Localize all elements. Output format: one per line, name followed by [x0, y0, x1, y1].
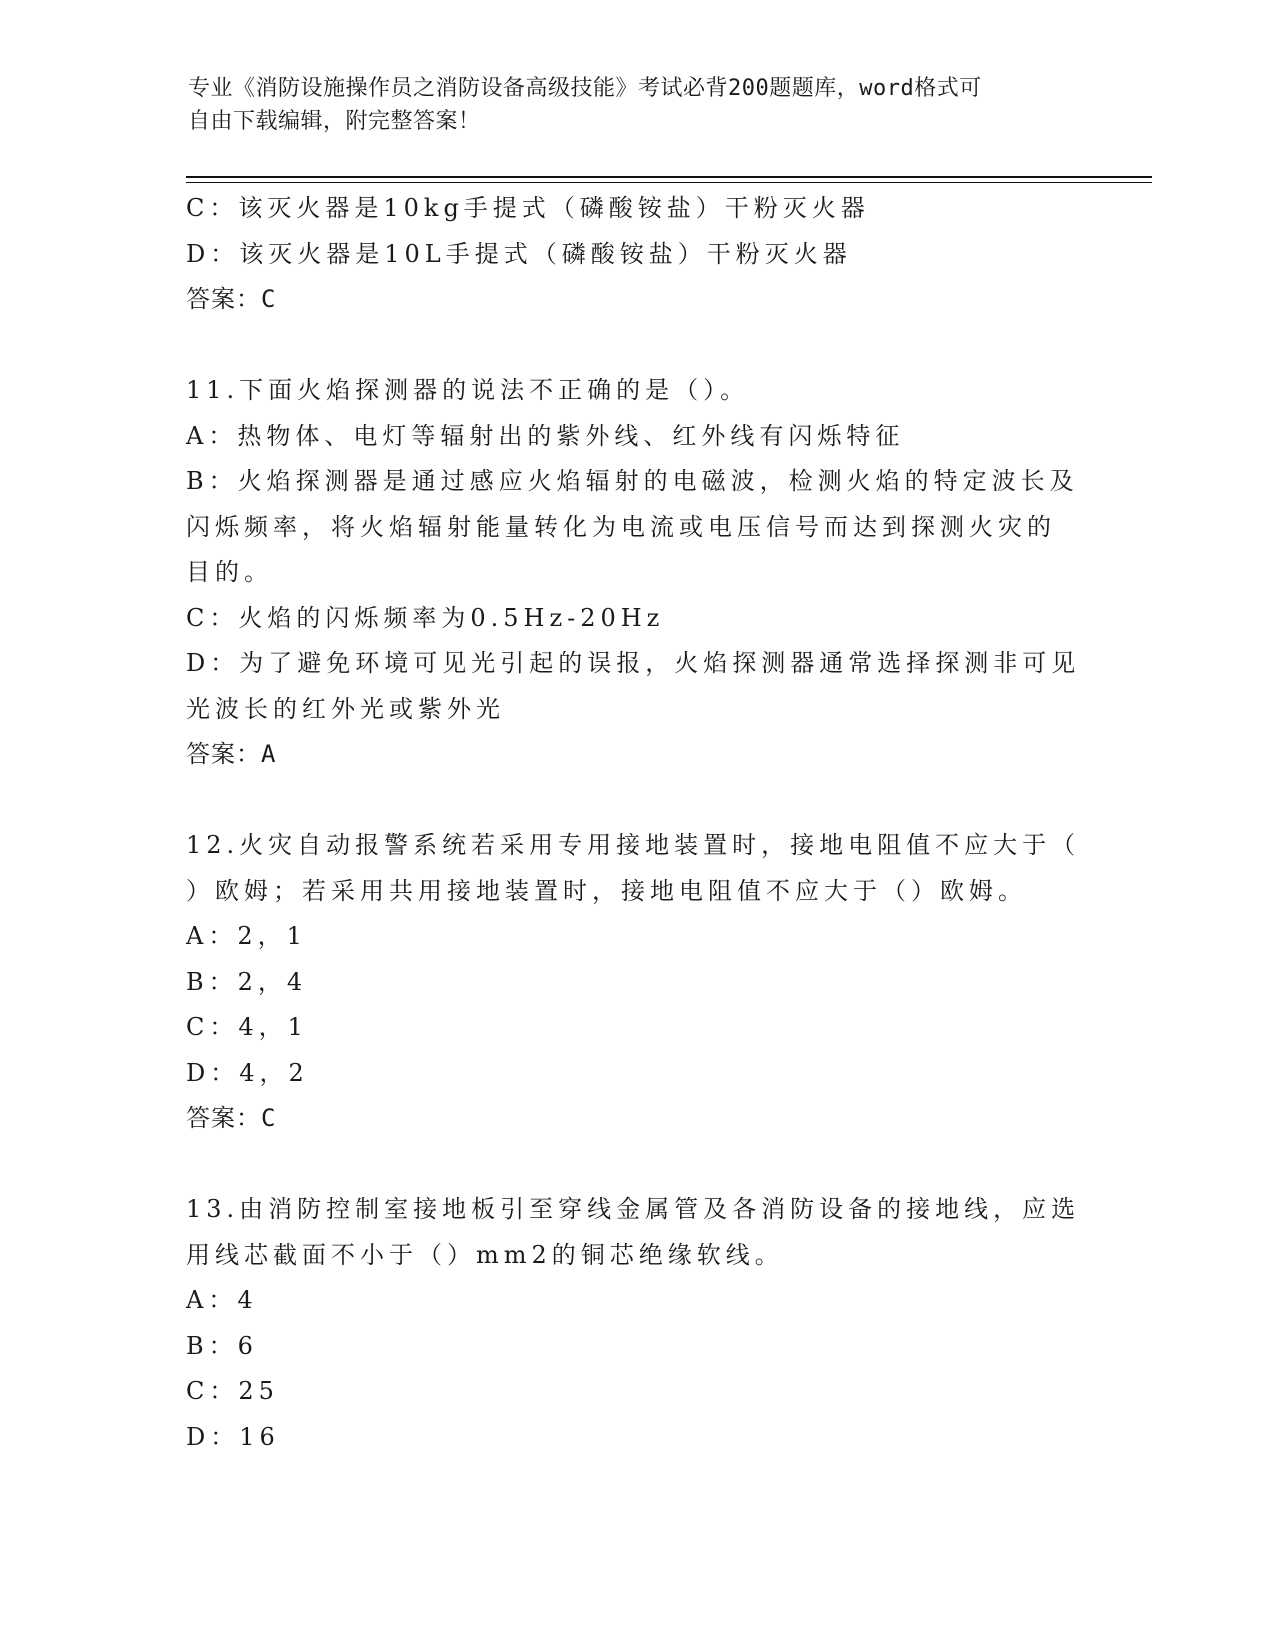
q13-stem-line-2: 用线芯截面不小于（）mm2的铜芯绝缘软线。 — [186, 1240, 784, 1269]
q12-stem-line-2: ）欧姆；若采用共用接地装置时，接地电阻值不应大于（）欧姆。 — [186, 876, 1027, 905]
q11-option-d-line-1: D：为了避免环境可见光引起的误报，火焰探测器通常选择探测非可见 — [186, 649, 1081, 677]
q12-option-a: A：2，1 — [186, 922, 307, 950]
spacer — [186, 778, 1086, 824]
q13-stem-line-1: 13.由消防控制室接地板引至穿线金属管及各消防设备的接地线，应选 — [186, 1195, 1081, 1223]
question-11 — [186, 368, 1086, 778]
q11-option-d-line-2: 光波长的红外光或紫外光 — [186, 694, 505, 723]
question-12 — [186, 823, 1086, 1142]
q11-option-b-line-1: B：火焰探测器是通过感应火焰辐射的电磁波，检测火焰的特定波长及 — [186, 467, 1079, 495]
q12-stem-line-1: 12.火灾自动报警系统若采用专用接地装置时，接地电阻值不应大于（ — [186, 831, 1081, 859]
q13-option-b: B：6 — [186, 1331, 258, 1360]
q13-option-a: A：4 — [186, 1286, 258, 1314]
document-header — [188, 72, 1068, 138]
q12-option-c: C：4，1 — [186, 1013, 308, 1041]
header-rule-thin — [186, 182, 1152, 183]
q12-option-b: B：2，4 — [186, 967, 308, 996]
q10-option-d: D：该灭火器是10L手提式（磷酸铵盐）干粉灭火器 — [186, 239, 852, 268]
q11-option-a: A：热物体、电灯等辐射出的紫外线、红外线有闪烁特征 — [186, 421, 905, 450]
q11-answer: 答案：A — [186, 740, 277, 768]
q10-option-c: C：该灭火器是10kg手提式（磷酸铵盐）干粉灭火器 — [186, 194, 870, 222]
q11-option-c: C：火焰的闪烁频率为0.5Hz-20Hz — [186, 603, 665, 632]
q12-option-d: D：4，2 — [186, 1058, 309, 1087]
header-rule-thick — [186, 176, 1152, 178]
question-10 — [186, 186, 1086, 323]
q10-answer: 答案：C — [186, 285, 277, 313]
header-title-line-2: 自由下载编辑，附完整答案！ — [188, 109, 481, 134]
q11-option-b-line-2: 闪烁频率，将火焰辐射能量转化为电流或电压信号而达到探测火灾的 — [186, 512, 1056, 541]
q11-option-b-line-3: 目的。 — [186, 558, 273, 586]
q12-answer: 答案：C — [186, 1104, 277, 1132]
header-title-line-1: 专业《消防设施操作员之消防设备高级技能》考试必背200题题库，word格式可 — [188, 76, 982, 101]
spacer — [186, 1142, 1086, 1188]
q13-option-d: D：16 — [186, 1422, 280, 1451]
spacer — [186, 323, 1086, 369]
q13-option-c: C：25 — [186, 1377, 279, 1405]
question-content — [186, 186, 1086, 1460]
question-13 — [186, 1187, 1086, 1460]
q11-stem: 11.下面火焰探测器的说法不正确的是（）。 — [186, 376, 750, 404]
